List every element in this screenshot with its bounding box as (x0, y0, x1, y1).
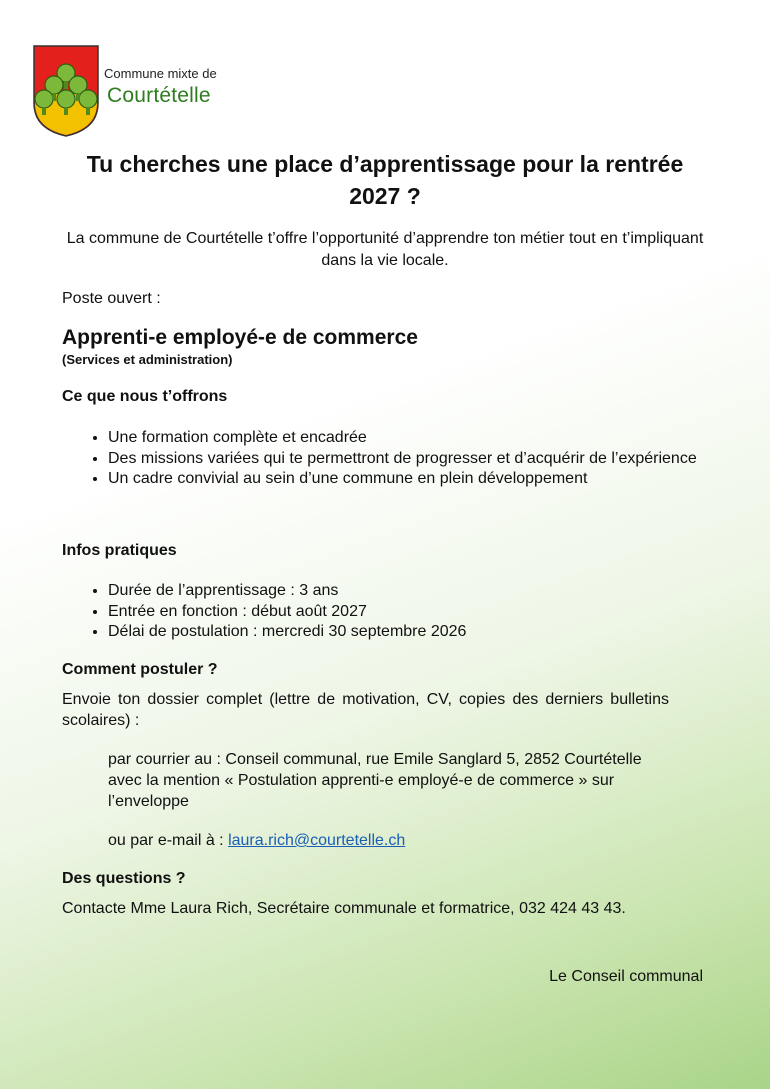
logo-line2: Courtételle (107, 84, 211, 107)
commune-logo (33, 45, 253, 137)
page-title: Tu cherches une place d’apprentissage pour la rentrée 2027 ? (86, 151, 684, 209)
list-item: • Entrée en fonction : début août 2027 (108, 602, 718, 623)
questions-text: Contacte Mme Laura Rich, Secrétaire communale et formatrice, 032 424 43 43. (62, 900, 626, 917)
job-title: Apprenti-e employé-e de commerce (62, 326, 418, 349)
apply-heading: Comment postuler ? (62, 661, 218, 678)
coat-of-arms-icon (33, 45, 99, 137)
offer-list (62, 428, 718, 490)
infos-heading: Infos pratiques (62, 542, 177, 559)
apply-email-line (108, 830, 668, 851)
list-item: • Une formation complète et encadrée (108, 428, 718, 449)
email-prefix: ou par e-mail à : (108, 832, 229, 849)
list-item: • Des missions variées qui te permettront de progresser et d’acquérir de l’expérience (108, 449, 718, 470)
signature: Le Conseil communal (549, 968, 703, 985)
list-item: • Un cadre convivial au sein d’une commune en plein développement (108, 469, 718, 490)
apply-courrier: par courrier au : Conseil communal, rue Emile Sanglard 5, 2852 Courtételle avec la mention « Postulation apprenti-e employé-e de commerce » sur l’enveloppe (108, 751, 642, 810)
list-item: • Délai de postulation : mercredi 30 septembre 2026 (108, 622, 718, 643)
job-subtitle: (Services et administration) (62, 352, 233, 367)
apply-text: Envoie ton dossier complet (lettre de motivation, CV, copies des derniers bulletins scolaires) : (62, 691, 669, 729)
infos-list (62, 581, 718, 643)
logo-line1: Commune mixte de (104, 66, 217, 81)
poste-label: Poste ouvert : (62, 290, 161, 307)
email-link[interactable]: laura.rich@courtetelle.ch (228, 832, 406, 849)
offer-heading: Ce que nous t’offrons (62, 388, 228, 405)
questions-heading: Des questions ? (62, 870, 186, 887)
list-item: • Durée de l’apprentissage : 3 ans (108, 581, 718, 602)
intro-text: La commune de Courtételle t’offre l’opportunité d’apprendre ton métier tout en t’impliquant dans la vie locale. (66, 230, 704, 269)
